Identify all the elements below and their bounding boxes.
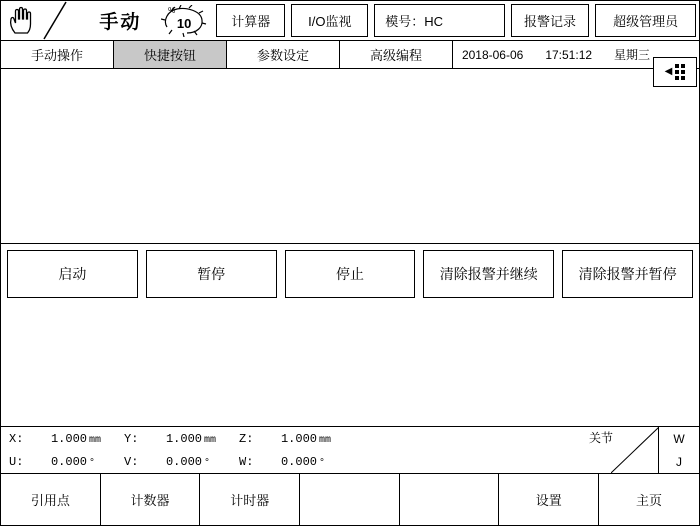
coord-y (124, 432, 239, 446)
coord-z-unit: mm (319, 434, 332, 446)
shortcut-slot-2-3[interactable] (285, 308, 416, 356)
shortcut-slot-3-5[interactable] (562, 366, 693, 414)
coord-v (124, 455, 239, 469)
pause-button[interactable]: 暂停 (146, 250, 277, 298)
clear-alarm-continue-button[interactable]: 清除报警并继续 (423, 250, 554, 298)
coord-y-label: Y: (124, 431, 139, 446)
coord-u-unit: ° (89, 457, 96, 469)
io-monitor-button[interactable]: I/O监视 (291, 4, 368, 37)
admin-button[interactable]: 超级管理员 (595, 4, 696, 37)
coord-v-value: 0.000 (165, 454, 202, 469)
coord-y-unit: mm (204, 434, 217, 446)
clock-weekday: 星期三 (614, 48, 651, 62)
coord-u-value: 0.000 (50, 454, 87, 469)
clock-date: 2018-06-06 (461, 47, 524, 62)
shortcut-slot-2-2[interactable] (146, 308, 277, 356)
shortcut-slot-3-3[interactable] (285, 366, 416, 414)
speed-percent-symbol: % (168, 6, 176, 15)
shortcut-row-3 (1, 361, 699, 419)
shortcut-slot-2-5[interactable] (562, 308, 693, 356)
shortcut-slot-3-2[interactable] (146, 366, 277, 414)
timer-button[interactable]: 计时器 (200, 474, 300, 525)
shortcut-slot-2-1[interactable] (7, 308, 138, 356)
settings-button[interactable]: 设置 (499, 474, 599, 525)
coord-v-label: V: (124, 454, 139, 469)
tab-advanced-programming[interactable]: 高级编程 (340, 41, 453, 68)
tab-bar (1, 41, 699, 69)
coord-z-label: Z: (239, 431, 254, 446)
clock-time: 17:51:12 (545, 47, 593, 62)
coord-v-unit: ° (204, 457, 211, 469)
coord-u-label: U: (9, 454, 24, 469)
clear-alarm-pause-button[interactable]: 清除报警并暂停 (562, 250, 693, 298)
joint-mode-cell[interactable]: J (658, 450, 699, 473)
coord-x (9, 432, 124, 446)
coord-x-unit: mm (89, 434, 102, 446)
counter-button[interactable]: 计数器 (101, 474, 201, 525)
coord-w-value: 0.000 (280, 454, 317, 469)
calculator-button[interactable]: 计算器 (216, 4, 285, 37)
joint-mode-label: 关节 (588, 431, 613, 445)
top-bar (1, 1, 699, 41)
speed-override-badge[interactable] (161, 5, 207, 37)
stop-button[interactable]: 停止 (285, 250, 416, 298)
display-canvas (1, 66, 699, 244)
home-button[interactable]: 主页 (599, 474, 699, 525)
mode-diagonal-divider (611, 427, 659, 473)
toolbar-slot-5[interactable] (400, 474, 500, 525)
shortcut-slot-3-4[interactable] (423, 366, 554, 414)
coord-z-value: 1.000 (280, 431, 317, 446)
keypad-grid-icon (675, 64, 685, 80)
shortcut-row-2 (1, 303, 699, 361)
shortcut-button-panel (1, 245, 699, 419)
coord-w (239, 455, 354, 469)
coordinate-mode-indicator[interactable] (588, 427, 699, 473)
tab-parameter-setting[interactable]: 参数设定 (227, 41, 340, 68)
shortcut-slot-2-4[interactable] (423, 308, 554, 356)
alarm-log-button[interactable]: 报警记录 (511, 4, 590, 37)
coord-x-value: 1.000 (50, 431, 87, 446)
chevron-left-icon: ◀ (664, 66, 673, 77)
coord-y-value: 1.000 (165, 431, 202, 446)
coord-u (9, 455, 124, 469)
shortcut-slot-3-1[interactable] (7, 366, 138, 414)
hand-pointer-icon (1, 1, 42, 40)
world-mode-cell[interactable]: W (658, 427, 699, 450)
coord-w-unit: ° (319, 457, 326, 469)
coordinate-row-rotary (1, 450, 699, 473)
toolbar-slot-4[interactable] (300, 474, 400, 525)
bottom-toolbar (1, 474, 699, 525)
model-field[interactable]: 模号：HC (374, 4, 505, 37)
mode-indicator[interactable] (42, 1, 214, 40)
tab-shortcut-buttons[interactable]: 快捷按钮 (114, 41, 227, 68)
coord-z (239, 432, 354, 446)
coord-x-label: X: (9, 431, 24, 446)
coordinate-readout (1, 426, 699, 474)
start-button[interactable]: 启动 (7, 250, 138, 298)
shortcut-row-1 (1, 245, 699, 303)
coord-w-label: W: (239, 454, 254, 469)
tab-manual-operation[interactable]: 手动操作 (1, 41, 114, 68)
speed-value: 10 (176, 16, 192, 31)
keypad-toggle-button[interactable] (653, 57, 697, 87)
reference-point-button[interactable]: 引用点 (1, 474, 101, 525)
mode-label: 手动 (99, 12, 142, 33)
